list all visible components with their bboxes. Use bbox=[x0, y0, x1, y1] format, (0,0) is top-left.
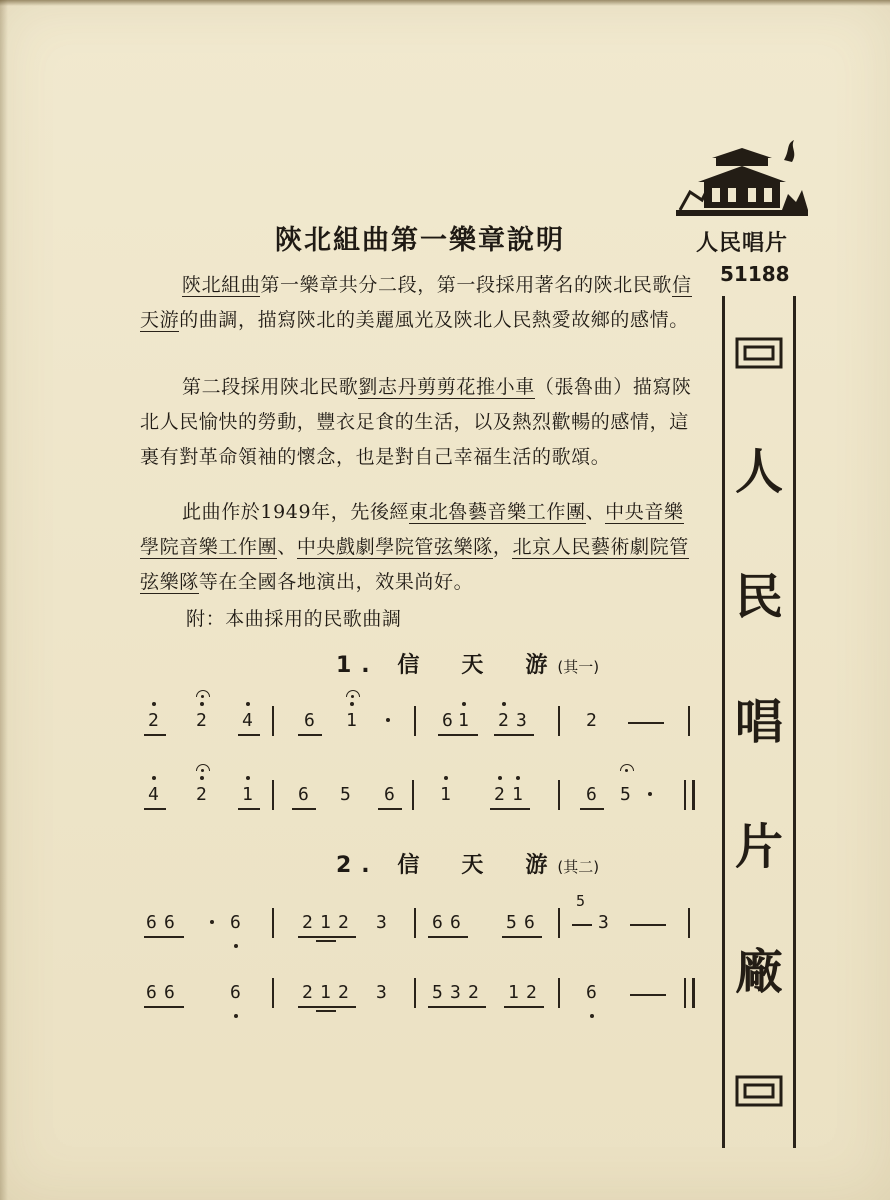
octave-dot bbox=[200, 702, 204, 706]
song-number: 1. bbox=[336, 653, 380, 678]
beam-line bbox=[298, 1006, 356, 1008]
note: 6 bbox=[164, 912, 175, 933]
note: 2 bbox=[338, 912, 349, 933]
ornament-icon bbox=[733, 1073, 785, 1109]
note: 2 bbox=[338, 982, 349, 1003]
page-top-edge bbox=[0, 0, 890, 6]
logo-text: 人民唱片 bbox=[695, 231, 788, 256]
note: 2 bbox=[148, 710, 159, 731]
note: 5 bbox=[432, 982, 443, 1003]
bar-line bbox=[688, 908, 690, 938]
paragraph-text: 的曲調，描寫陝北的美麗風光及陝北人民熱愛故鄉的感情。 bbox=[179, 309, 689, 331]
underlined-term: 陝北組曲 bbox=[182, 274, 261, 296]
beam-line bbox=[378, 808, 402, 810]
paragraph-text: （張魯曲）描寫陝北人民愉快的勞動，豐衣足食的生活，以及熱烈歡暢的感情，這裏有對革命領袖的懷念，也是對自己幸福生活的歌頌。 bbox=[140, 376, 692, 468]
notation-row bbox=[140, 890, 700, 960]
bar-line bbox=[414, 908, 416, 938]
beam-line bbox=[238, 808, 260, 810]
hold-dash bbox=[630, 994, 666, 996]
note: 1 bbox=[320, 982, 331, 1003]
bar-line bbox=[412, 780, 414, 810]
paragraph-1 bbox=[140, 268, 700, 338]
bar-line bbox=[558, 978, 560, 1008]
paragraph-text: 此曲作於1949年，先後經 bbox=[182, 501, 410, 523]
bar-line bbox=[558, 706, 560, 736]
beam-line bbox=[316, 940, 336, 942]
bar-line bbox=[272, 978, 274, 1008]
paragraph-3 bbox=[140, 495, 700, 600]
underlined-term: 中央戲劇學院管弦樂隊 bbox=[296, 536, 493, 558]
note: 6 bbox=[586, 784, 597, 805]
beam-line bbox=[144, 808, 166, 810]
note: 3 bbox=[450, 982, 461, 1003]
beam-line bbox=[490, 808, 530, 810]
note: 6 bbox=[230, 912, 241, 933]
octave-dot bbox=[502, 702, 506, 706]
note: 6 bbox=[524, 912, 535, 933]
notation-row bbox=[140, 688, 700, 758]
beam-line bbox=[298, 936, 356, 938]
note: 1 bbox=[242, 784, 253, 805]
note: 5 bbox=[340, 784, 351, 805]
bar-line bbox=[558, 780, 560, 810]
fermata-mark bbox=[196, 764, 210, 771]
banner-char: 廠 bbox=[734, 944, 783, 1001]
final-bar-line bbox=[684, 978, 695, 1008]
song-part: (其二) bbox=[557, 858, 600, 876]
catalog-number: 51188 bbox=[720, 262, 790, 286]
note: 6 bbox=[384, 784, 395, 805]
note: 2 bbox=[526, 982, 537, 1003]
underlined-term: 推小車 bbox=[476, 376, 535, 398]
paragraph-text: 、 bbox=[585, 501, 606, 523]
beam-line bbox=[144, 1006, 184, 1008]
banner-char: 唱 bbox=[734, 693, 783, 750]
octave-dot bbox=[246, 702, 250, 706]
slur-mark bbox=[572, 924, 592, 926]
page-left-edge bbox=[0, 0, 8, 1200]
note: 2 bbox=[196, 710, 207, 731]
augmentation-dot bbox=[648, 792, 652, 796]
paragraph-text: ， bbox=[492, 536, 513, 558]
bar-line bbox=[414, 706, 416, 736]
note: 5 bbox=[620, 784, 631, 805]
beam-line bbox=[292, 808, 316, 810]
underlined-term: 中央音樂學院音樂工作團 bbox=[140, 501, 684, 558]
paragraph-text: 第一樂章共分二段，第一段採用著名的陝北民歌 bbox=[260, 274, 673, 296]
banner-char: 民 bbox=[734, 568, 783, 625]
note: 6 bbox=[164, 982, 175, 1003]
note: 2 bbox=[302, 982, 313, 1003]
note: 1 bbox=[440, 784, 451, 805]
underlined-term: 劉志丹 bbox=[358, 376, 418, 398]
bar-line bbox=[414, 978, 416, 1008]
note: 6 bbox=[304, 710, 315, 731]
note: 1 bbox=[458, 710, 469, 731]
underlined-term: 北京人民藝術劇院管弦樂隊 bbox=[140, 536, 689, 593]
fermata-mark bbox=[620, 764, 634, 771]
octave-dot bbox=[590, 1014, 594, 1018]
beam-line bbox=[502, 936, 542, 938]
octave-dot bbox=[152, 776, 156, 780]
beam-line bbox=[144, 734, 166, 736]
song-name: 信 天 游 bbox=[397, 853, 558, 878]
note: 4 bbox=[148, 784, 159, 805]
octave-dot bbox=[246, 776, 250, 780]
fermata-mark bbox=[196, 690, 210, 697]
bar-line bbox=[272, 908, 274, 938]
octave-dot bbox=[350, 702, 354, 706]
song-part: (其一) bbox=[557, 658, 600, 676]
octave-dot bbox=[462, 702, 466, 706]
note: 3 bbox=[516, 710, 527, 731]
note: 2 bbox=[586, 710, 597, 731]
note: 3 bbox=[598, 912, 609, 933]
paragraph-text: 等在全國各地演出，效果尚好。 bbox=[198, 571, 474, 593]
note: 5 bbox=[506, 912, 517, 933]
note: 2 bbox=[196, 784, 207, 805]
bar-line bbox=[272, 780, 274, 810]
paragraph-text: 、 bbox=[277, 536, 297, 558]
octave-dot bbox=[444, 776, 448, 780]
final-bar-line bbox=[684, 780, 695, 810]
octave-dot bbox=[152, 702, 156, 706]
note: 6 bbox=[450, 912, 461, 933]
bar-line bbox=[272, 706, 274, 736]
note: 6 bbox=[298, 784, 309, 805]
note: 2 bbox=[302, 912, 313, 933]
song-name: 信 天 游 bbox=[397, 653, 558, 678]
note: 6 bbox=[442, 710, 453, 731]
octave-dot bbox=[200, 776, 204, 780]
side-banner bbox=[722, 296, 796, 1148]
beam-line bbox=[580, 808, 604, 810]
song-number: 2. bbox=[336, 853, 380, 878]
appendix-note: 附：本曲採用的民歌曲調 bbox=[186, 608, 402, 630]
beam-line bbox=[438, 734, 478, 736]
fermata-mark bbox=[346, 690, 360, 697]
note: 2 bbox=[494, 784, 505, 805]
note: 1 bbox=[508, 982, 519, 1003]
tiananmen-gate-icon bbox=[672, 140, 812, 218]
banner-char: 片 bbox=[734, 819, 783, 876]
paragraph-text: 第二段採用陝北民歌 bbox=[182, 376, 359, 398]
page-title: 陝北組曲第一樂章說明 bbox=[275, 225, 565, 256]
hold-dash bbox=[628, 722, 664, 724]
notation-row bbox=[140, 960, 700, 1030]
bar-line bbox=[558, 908, 560, 938]
note: 3 bbox=[376, 982, 387, 1003]
beam-line bbox=[428, 936, 468, 938]
note: 6 bbox=[230, 982, 241, 1003]
beam-line bbox=[428, 1006, 486, 1008]
note: 4 bbox=[242, 710, 253, 731]
beam-line bbox=[316, 1010, 336, 1012]
note: 1 bbox=[346, 710, 357, 731]
underlined-term: 剪剪花 bbox=[417, 376, 477, 398]
note: 2 bbox=[468, 982, 479, 1003]
song-heading bbox=[336, 648, 599, 679]
note: 3 bbox=[376, 912, 387, 933]
note: 6 bbox=[586, 982, 597, 1003]
augmentation-dot bbox=[210, 920, 214, 924]
bar-line bbox=[688, 706, 690, 736]
octave-dot bbox=[498, 776, 502, 780]
paragraph-2 bbox=[140, 370, 700, 475]
note: 6 bbox=[146, 982, 157, 1003]
ornament-icon bbox=[733, 335, 785, 371]
grace-note: 5 bbox=[576, 892, 586, 910]
underlined-term: 信天游 bbox=[140, 274, 692, 331]
note: 2 bbox=[498, 710, 509, 731]
note: 6 bbox=[146, 912, 157, 933]
song-heading bbox=[336, 848, 599, 879]
hold-dash bbox=[630, 924, 666, 926]
note: 1 bbox=[512, 784, 523, 805]
augmentation-dot bbox=[386, 718, 390, 722]
notation-row bbox=[140, 762, 700, 832]
beam-line bbox=[504, 1006, 544, 1008]
note: 1 bbox=[320, 912, 331, 933]
record-label-logo bbox=[672, 140, 812, 257]
beam-line bbox=[494, 734, 534, 736]
octave-dot bbox=[234, 1014, 238, 1018]
note: 6 bbox=[432, 912, 443, 933]
octave-dot bbox=[234, 944, 238, 948]
underlined-term: 東北魯藝音樂工作團 bbox=[409, 501, 586, 523]
beam-line bbox=[238, 734, 260, 736]
octave-dot bbox=[516, 776, 520, 780]
beam-line bbox=[144, 936, 184, 938]
beam-line bbox=[298, 734, 322, 736]
banner-char: 人 bbox=[734, 443, 783, 500]
